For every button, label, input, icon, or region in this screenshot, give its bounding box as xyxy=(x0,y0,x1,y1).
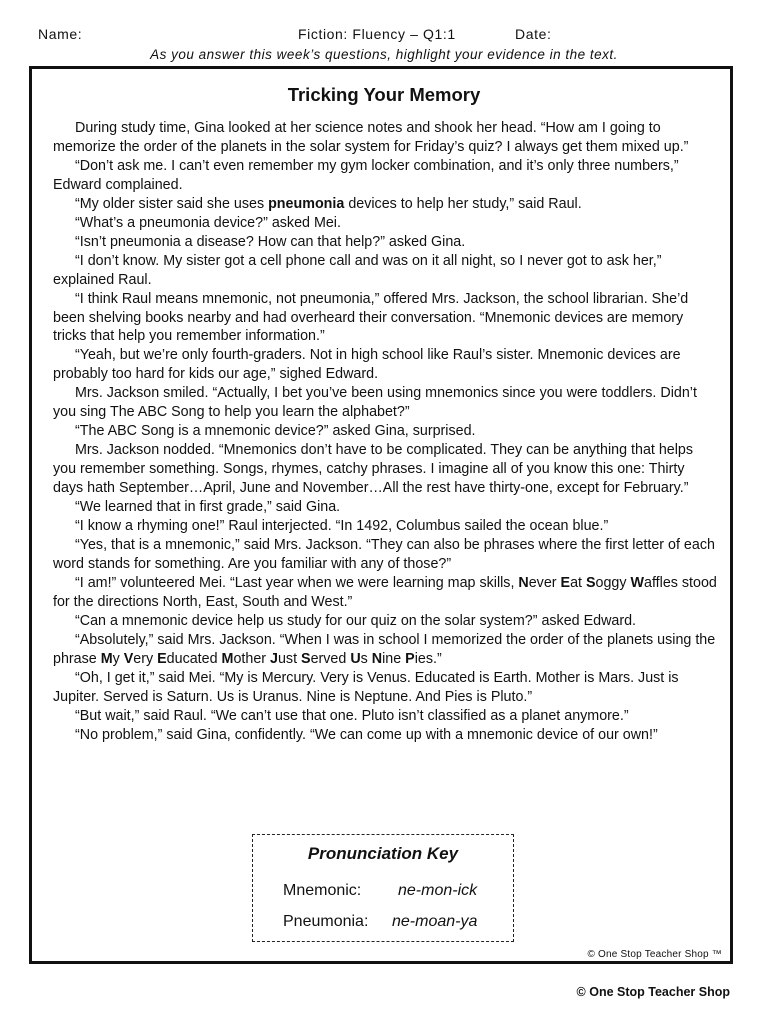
story-paragraph: “What’s a pneumonia device?” asked Mei. xyxy=(75,214,341,231)
text-run: ever xyxy=(528,574,561,591)
story-title: Tricking Your Memory xyxy=(287,84,481,105)
bold-text: U xyxy=(350,650,361,667)
text-run: ery xyxy=(133,650,158,667)
text-run: y xyxy=(112,650,124,667)
text-run: s xyxy=(360,650,372,667)
pronunciation-word: Pneumonia: xyxy=(283,913,369,930)
name-label: Name: xyxy=(38,26,83,42)
story-paragraph: “Isn’t pneumonia a disease? How can that help?” asked Gina. xyxy=(75,233,466,250)
bold-text: M xyxy=(100,650,113,667)
bold-text: P xyxy=(405,650,415,667)
bold-text: S xyxy=(585,574,596,591)
text-run: ies.” xyxy=(414,650,442,667)
story-paragraph: “Yeah, but we’re only fourth-graders. Not in high school like Raul’s sister. Mnemonic devices are probably too hard for kids our age,” sighed Edward. xyxy=(53,347,681,383)
story-paragraph: “I know a rhyming one!” Raul interjected. “In 1492, Columbus sailed the ocean blue.” xyxy=(75,518,609,535)
story-paragraph: “No problem,” said Gina, confidently. “We can come up with a mnemonic device of our own!” xyxy=(75,726,658,743)
pronunciation-entry xyxy=(283,913,478,931)
text-run: ine xyxy=(382,650,406,667)
text-run: other xyxy=(233,650,271,667)
pronunciation-key-box xyxy=(252,834,514,942)
story-paragraph: Mrs. Jackson smiled. “Actually, I bet you’ve been using mnemonics since you were toddlers. Didn’t you sing The ABC Song to help you learn the alphabet?” xyxy=(53,385,697,421)
story-paragraph: “Don’t ask me. I can’t even remember my gym locker combination, and it’s only three numbers,” Edward complained. xyxy=(53,157,679,193)
text-run: “I am!” volunteered Mei. “Last year when we were learning map skills, xyxy=(75,574,519,591)
bold-text: M xyxy=(221,650,234,667)
instruction-text: As you answer this week’s questions, highlight your evidence in the text. xyxy=(150,47,618,62)
bold-text: N xyxy=(518,574,529,591)
pronunciation-key-title: Pronunciation Key xyxy=(307,844,459,863)
bold-text: S xyxy=(301,650,311,667)
date-label: Date: xyxy=(515,26,552,42)
text-run: oggy xyxy=(595,574,631,591)
bold-text: W xyxy=(630,574,644,591)
story-body xyxy=(53,119,717,744)
pronunciation-word: Mnemonic: xyxy=(283,882,362,899)
text-run: ust xyxy=(277,650,302,667)
text-run: “My older sister said she uses xyxy=(75,195,269,212)
story-paragraph: During study time, Gina looked at her science notes and shook her head. “How am I going to memorize the order of the planets in the solar system for Friday’s quiz? I always get them mixed up.” xyxy=(53,120,689,155)
text-run: at xyxy=(570,574,586,591)
story-paragraph: “Oh, I get it,” said Mei. “My is Mercury. Very is Venus. Educated is Earth. Mother is Mars. Just is Jupiter. Served is Saturn. Us is Uranus. Nine is Neptune. And Pies is Pluto.” xyxy=(53,669,679,705)
text-run: erved xyxy=(310,650,351,667)
story-paragraph: “I think Raul means mnemonic, not pneumonia,” offered Mrs. Jackson, the school librarian. She’d been shelving books nearby and had overheard their conversation. “Mnemonic devices are memory tricks that help you remember information.” xyxy=(53,290,689,345)
text-run: “Absolutely,” said Mrs. Jackson. “When I was in school I memorized the order of the planets using the phrase xyxy=(53,631,716,667)
copyright-inner: © One Stop Teacher Shop ™ xyxy=(587,949,722,960)
text-run: affles stood for the directions North, East, South and West.” xyxy=(53,574,717,610)
pronunciation-spelling: ne-mon-ick xyxy=(398,882,478,899)
text-run: ducated xyxy=(166,650,222,667)
story-paragraph: “But wait,” said Raul. “We can’t use that one. Pluto isn’t classified as a planet anymore.” xyxy=(75,707,629,724)
pronunciation-entry xyxy=(283,882,478,900)
bold-text: N xyxy=(371,650,383,667)
story-paragraph xyxy=(53,195,717,214)
text-run: devices to help her study,” said Raul. xyxy=(344,195,582,212)
story-paragraph xyxy=(53,631,717,669)
story-paragraph: Mrs. Jackson nodded. “Mnemonics don’t have to be complicated. They can be anything that helps you remember something. Songs, rhymes, catchy phrases. I imagine all of you know this one: Thirty days hath September…April, June and November…All the rest have thirty-one, except for February.” xyxy=(53,442,694,497)
story-paragraph xyxy=(53,574,717,612)
story-paragraph: “I don’t know. My sister got a cell phone call and was on it all night, so I never got to ask her,” explained Raul. xyxy=(53,252,662,288)
pronunciation-spelling: ne-moan-ya xyxy=(392,913,478,930)
bold-text: J xyxy=(270,650,278,667)
bold-text: V xyxy=(123,650,134,667)
copyright-outer: © One Stop Teacher Shop xyxy=(576,985,730,999)
story-paragraph: “Can a mnemonic device help us study for our quiz on the solar system?” asked Edward. xyxy=(75,612,637,629)
bold-text: E xyxy=(157,650,167,667)
story-paragraph: “Yes, that is a mnemonic,” said Mrs. Jackson. “They can also be phrases where the first letter of each word stands for something. Are you familiar with any of those?” xyxy=(53,536,715,572)
fluency-label: Fiction: Fluency – Q1:1 xyxy=(298,26,456,42)
bold-text: E xyxy=(560,574,571,591)
bold-text: pneumonia xyxy=(268,195,345,212)
story-paragraph: “The ABC Song is a mnemonic device?” asked Gina, surprised. xyxy=(75,423,476,440)
worksheet-header xyxy=(0,26,768,44)
story-paragraph: “We learned that in first grade,” said Gina. xyxy=(75,499,341,516)
